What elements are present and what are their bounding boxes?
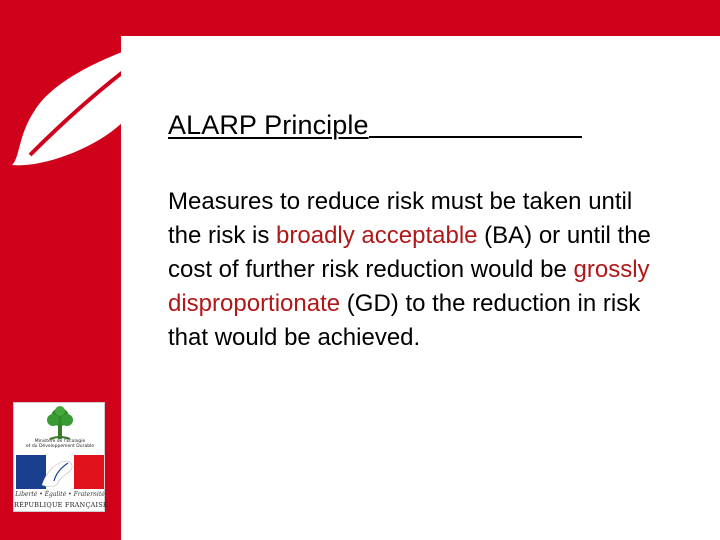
ministry-line-1: Ministère de l'Écologie bbox=[34, 439, 86, 444]
ministry-logo bbox=[13, 402, 108, 512]
body-segment: (GD) to the reduction in risk that would be achieved. bbox=[168, 290, 641, 351]
slide-body bbox=[168, 185, 668, 355]
tree-icon bbox=[14, 403, 106, 443]
logo-republic: RÉPUBLIQUE FRANÇAISE bbox=[14, 501, 108, 509]
slide-title-text: ALARP Principle bbox=[168, 110, 369, 140]
ministry-name bbox=[16, 439, 104, 449]
highlight-broadly-acceptable: broadly acceptable bbox=[276, 222, 478, 249]
ministry-line-2: et du Développement Durable bbox=[25, 444, 95, 449]
marianne-flag-icon bbox=[16, 455, 104, 489]
title-rule bbox=[369, 136, 582, 138]
highlight-grossly-disproportionate: grossly disproportionate bbox=[168, 256, 650, 317]
slide-title bbox=[168, 110, 582, 141]
body-segment: (BA) or until the cost of further risk reduction would be bbox=[168, 222, 651, 283]
logo-motto: Liberté • Égalité • Fraternité bbox=[15, 491, 105, 498]
body-segment: Measures to reduce risk must be taken until the risk is bbox=[168, 188, 633, 249]
